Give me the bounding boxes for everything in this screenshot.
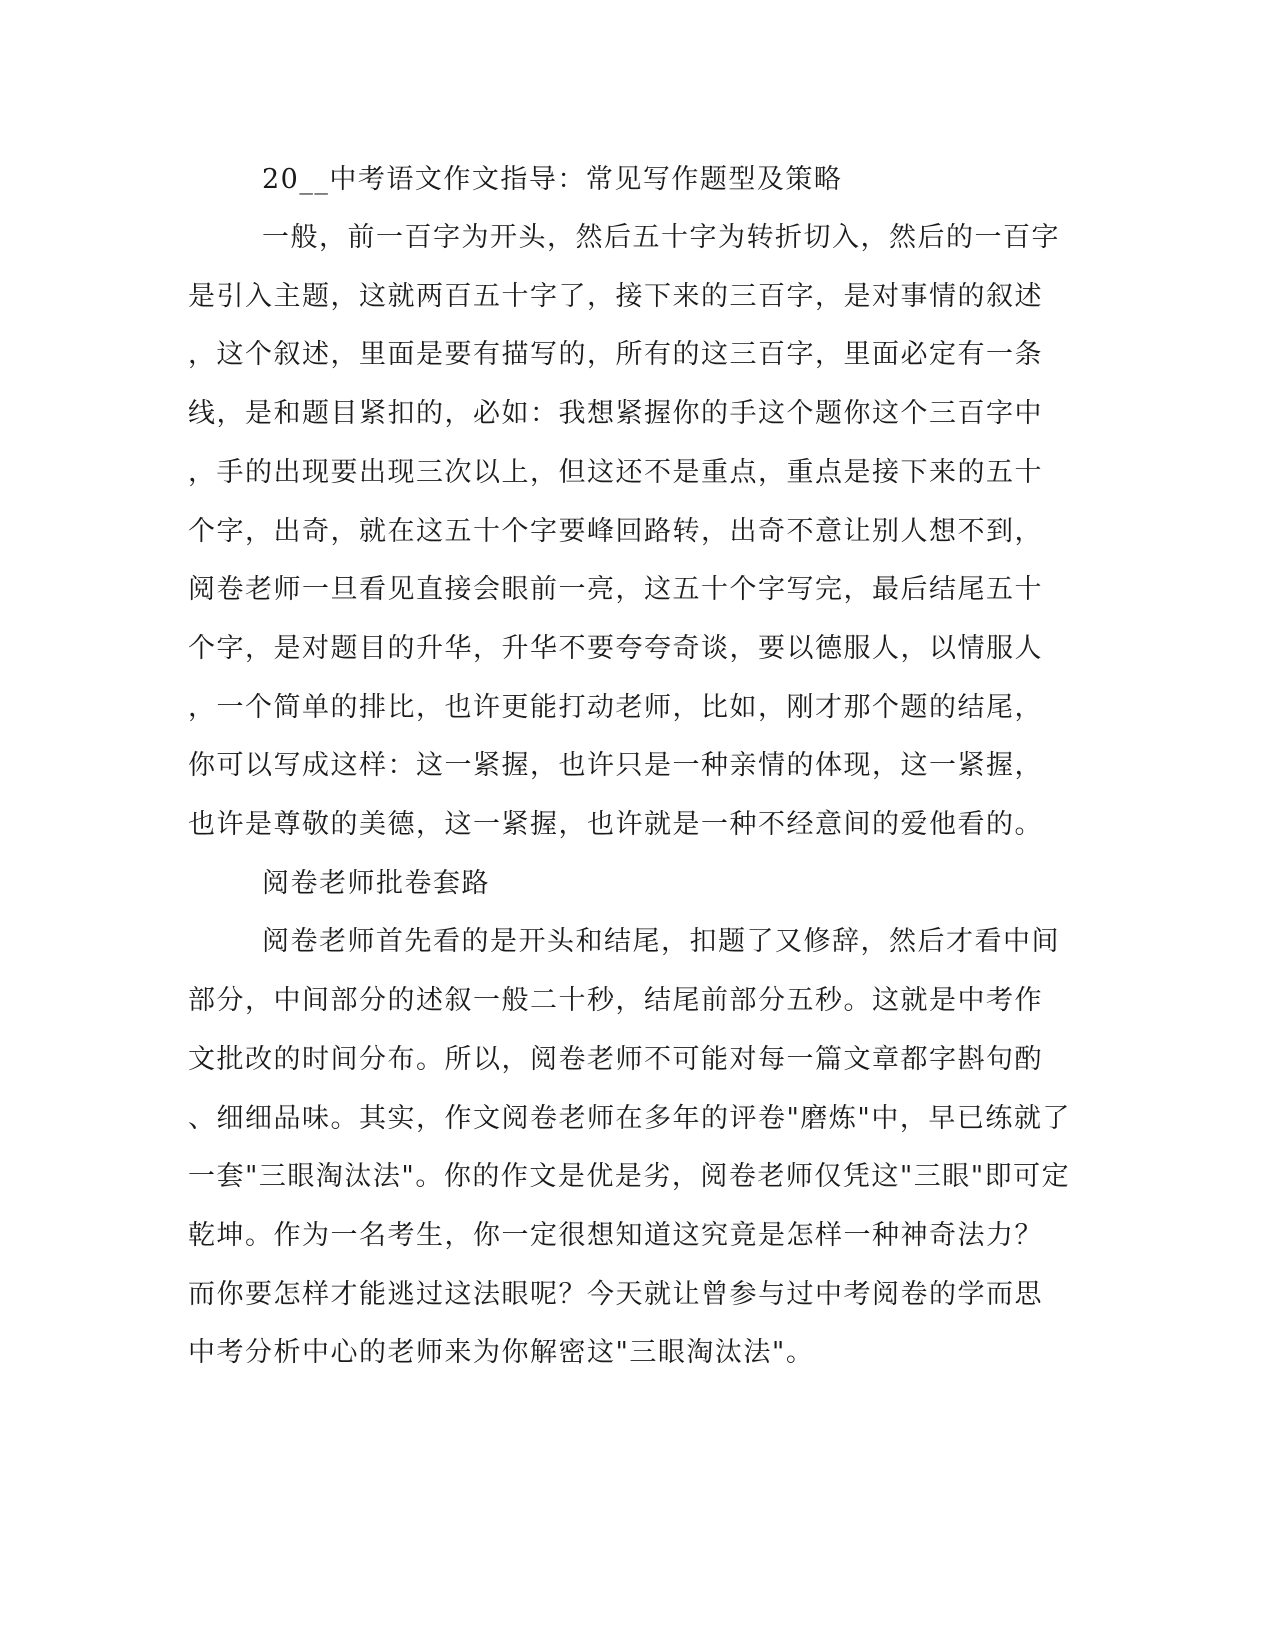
paragraph-line: 、细细品味。其实，作文阅卷老师在多年的评卷"磨炼"中，早已练就了 <box>188 1103 1071 1134</box>
paragraph-line: 文批改的时间分布。所以，阅卷老师不可能对每一篇文章都字斟句酌 <box>188 1044 1043 1075</box>
document-title: 20__中考语文作文指导：常见写作题型及策略 <box>262 164 843 195</box>
paragraph-line: 阅卷老师一旦看见直接会眼前一亮，这五十个字写完，最后结尾五十 <box>188 574 1043 605</box>
paragraph-line: 阅卷老师首先看的是开头和结尾，扣题了又修辞，然后才看中间 <box>262 926 1060 957</box>
paragraph-line: 中考分析中心的老师来为你解密这"三眼淘汰法"。 <box>188 1337 815 1368</box>
paragraph-line: 而你要怎样才能逃过这法眼呢？今天就让曾参与过中考阅卷的学而思 <box>188 1279 1043 1310</box>
paragraph-line: 一套"三眼淘汰法"。你的作文是优是劣，阅卷老师仅凭这"三眼"即可定 <box>188 1161 1071 1192</box>
paragraph-line: ，手的出现要出现三次以上，但这还不是重点，重点是接下来的五十 <box>188 457 1043 488</box>
paragraph-line: ，一个简单的排比，也许更能打动老师，比如，刚才那个题的结尾， <box>188 692 1043 723</box>
paragraph-line: 个字，出奇，就在这五十个字要峰回路转，出奇不意让别人想不到， <box>188 516 1043 547</box>
paragraph-line: ，这个叙述，里面是要有描写的，所有的这三百字，里面必定有一条 <box>188 339 1043 370</box>
paragraph-line: 乾坤。作为一名考生，你一定很想知道这究竟是怎样一种神奇法力？ <box>188 1220 1043 1251</box>
paragraph-line: 是引入主题，这就两百五十字了，接下来的三百字，是对事情的叙述 <box>188 281 1043 312</box>
paragraph-line: 线，是和题目紧扣的，必如：我想紧握你的手这个题你这个三百字中 <box>188 398 1043 429</box>
paragraph-line: 也许是尊敬的美德，这一紧握，也许就是一种不经意间的爱他看的。 <box>188 809 1043 840</box>
paragraph-line: 个字，是对题目的升华，升华不要夸夸奇谈，要以德服人，以情服人 <box>188 633 1043 664</box>
paragraph-line: 你可以写成这样：这一紧握，也许只是一种亲情的体现，这一紧握， <box>188 750 1043 781</box>
paragraph-line: 部分，中间部分的述叙一般二十秒，结尾前部分五秒。这就是中考作 <box>188 985 1043 1016</box>
paragraph-line: 一般，前一百字为开头，然后五十字为转折切入，然后的一百字 <box>262 222 1060 253</box>
section-heading: 阅卷老师批卷套路 <box>262 868 490 899</box>
